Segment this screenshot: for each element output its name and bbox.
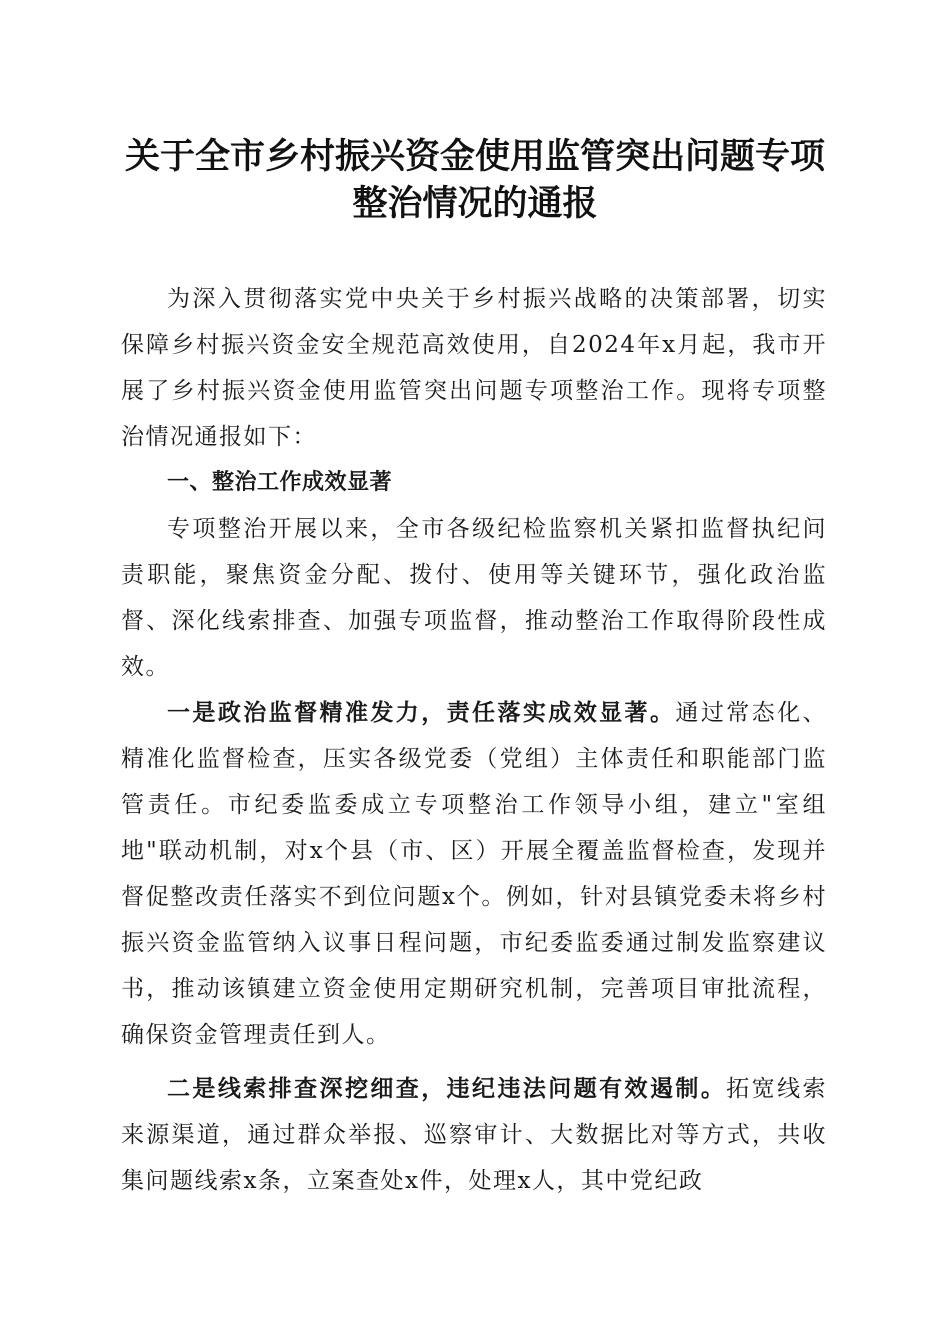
point-1-paragraph xyxy=(121,690,827,1058)
title-line-1: 关于全市乡村振兴资金使用监管突出问题专项 xyxy=(124,137,825,177)
point-2-body: 拓宽线索来源渠道，通过群众举报、巡察审计、大数据比对等方式，共收集问题线索x条，立案查处x件，处理x人，其中党纪政 xyxy=(121,1076,828,1194)
point-1-lead: 一是政治监督精准发力，责任落实成效显著。 xyxy=(167,699,676,726)
point-2-paragraph xyxy=(121,1066,827,1204)
point-2-lead: 二是线索排查深挖细查，违纪违法问题有效遏制。 xyxy=(167,1075,727,1102)
point-1-body: 通过常态化、精准化监督检查，压实各级党委（党组）主体责任和职能部门监管责任。市纪委监委成立专项整治工作领导小组，建立"室组地"联动机制，对x个县（市、区）开展全覆盖监督检查，发现并督促整改责任落实不到位问题x个。例如，针对县镇党委未将乡村振兴资金监管纳入议事日程问题，市纪委监委通过制发监察建议书，推动该镇建立资金使用定期研究机制，完善项目审批流程，确保资金管理责任到人。 xyxy=(121,700,828,1048)
section-1-paragraph: 专项整治开展以来，全市各级纪检监察机关紧扣监督执纪问责职能，聚焦资金分配、拨付、使用等关键环节，强化政治监督、深化线索排查、加强专项监督，推动整治工作取得阶段性成效。 xyxy=(121,516,827,680)
section-heading-1: 一、整治工作成效显著 xyxy=(167,470,393,495)
intro-paragraph: 为深入贯彻落实党中央关于乡村振兴战略的决策部署，切实保障乡村振兴资金安全规范高效使用，自2024年x月起，我市开展了乡村振兴资金使用监管突出问题专项整治工作。现将专项整治情况通报如下： xyxy=(121,286,827,450)
document-title xyxy=(100,134,850,228)
title-line-2: 整治情况的通报 xyxy=(352,184,598,224)
document-body xyxy=(121,276,827,1204)
